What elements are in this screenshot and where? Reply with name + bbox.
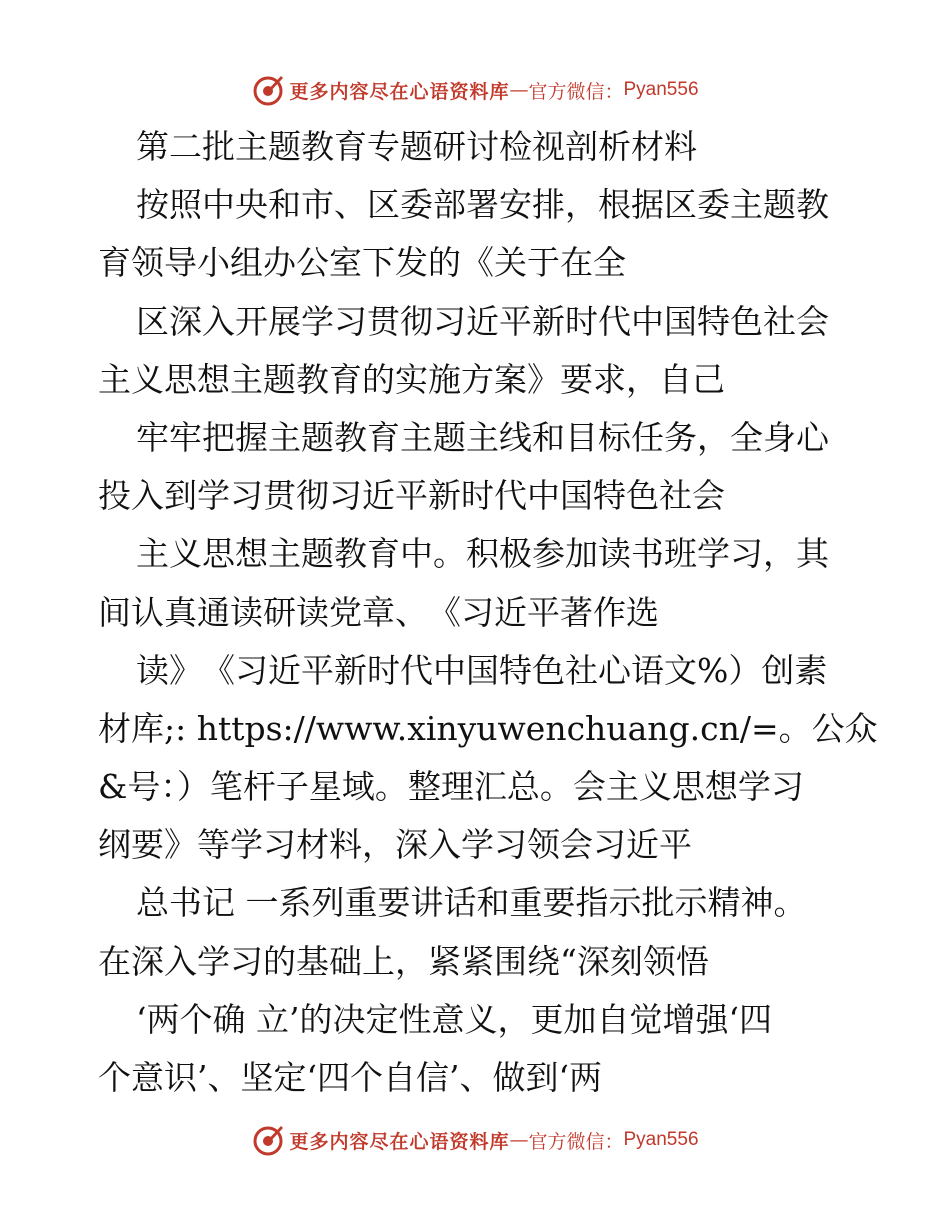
quill-logo-icon bbox=[251, 1123, 285, 1157]
text-line: 育领导小组办公室下发的《关于在全 bbox=[98, 243, 626, 283]
text-line: 在深入学习的基础上，紧紧围绕“深刻领悟 bbox=[98, 941, 709, 981]
banner-wechat-id: Pyan556 bbox=[623, 1129, 699, 1150]
footer-banner bbox=[0, 1120, 950, 1160]
banner-wechat-id: Pyan556 bbox=[623, 79, 699, 100]
banner-wechat-label: 官方微信： bbox=[528, 80, 624, 103]
text-line: 牢牢把握主题教育主题主线和目标任务，全身心 bbox=[136, 417, 829, 457]
text-line: 总书记 一系列重要讲话和重要指示批示精神。 bbox=[136, 883, 807, 923]
text-line: 材库;: https://www.xinyuwenchuang.cn/=。公众 bbox=[98, 708, 878, 748]
banner-separator: — bbox=[509, 79, 529, 101]
text-line: 区深入开展学习贯彻习近平新时代中国特色社会 bbox=[136, 301, 829, 341]
document-title: 第二批主题教育专题研讨检视剖析材料 bbox=[136, 127, 697, 166]
text-line: 按照中央和市、区委部署安排，根据区委主题教 bbox=[136, 185, 829, 225]
text-line: 间认真通读研读党章、 《习近平著作选 bbox=[98, 592, 659, 632]
text-line: 主义思想主题教育的实施方案》要求，自己 bbox=[98, 359, 725, 399]
header-banner bbox=[0, 70, 950, 110]
banner-text: 更多内容尽在心语资料库 bbox=[289, 1130, 510, 1153]
text-line: 读》 《习近平新时代中国特色社心语文%）创素 bbox=[136, 650, 828, 690]
text-line: 主义思想主题教育中。积极参加读书班学习，其 bbox=[136, 534, 829, 574]
text-line: 个意识’、坚定‘四个自信’、做到‘两 bbox=[98, 1058, 602, 1097]
text-line: 投入到学习贯彻习近平新时代中国特色社会 bbox=[98, 476, 725, 516]
document-body bbox=[98, 118, 878, 1107]
text-line: 纲要》等学习材料，深入学习领会习近平 bbox=[98, 825, 692, 865]
banner-separator: — bbox=[509, 1129, 529, 1151]
banner-wechat-label: 官方微信： bbox=[528, 1130, 624, 1153]
banner-text: 更多内容尽在心语资料库 bbox=[289, 80, 510, 103]
quill-logo-icon bbox=[251, 73, 285, 107]
text-line: ‘两个确 立’的决定性意义，更加自觉增强‘四 bbox=[136, 999, 772, 1039]
text-line: &号：）笔杆子星域。整理汇总。会主义思想学习 bbox=[98, 767, 804, 807]
